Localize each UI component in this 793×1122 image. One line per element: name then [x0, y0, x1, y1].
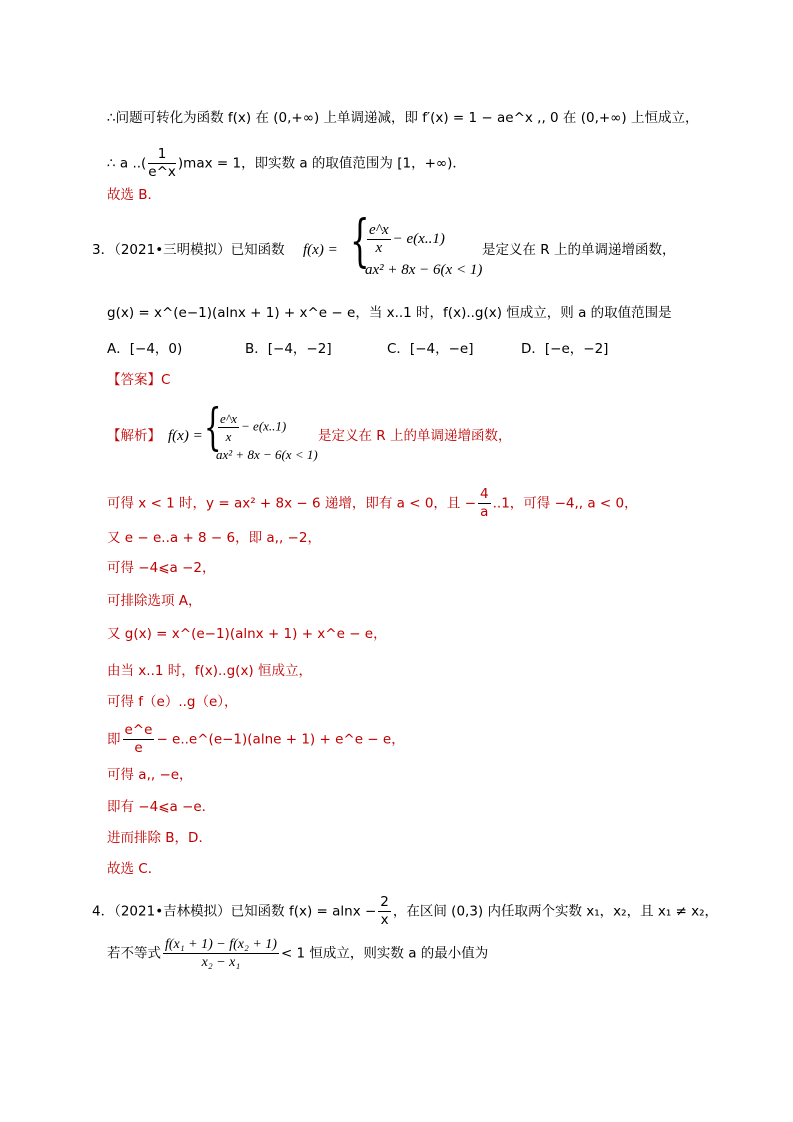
q3-piece-1	[365, 222, 445, 257]
q4-num: 2	[380, 894, 389, 910]
step-2: 又 e − e..a + 8 − 6，即 a,, −2，	[107, 530, 321, 546]
q4-line2-prefix: 若不等式	[107, 945, 161, 962]
step1-den: a	[480, 504, 489, 520]
analysis-piece-1	[216, 410, 286, 445]
option-a: A．[−4，0)	[107, 341, 183, 357]
fraction-denominator: e^x	[148, 164, 176, 180]
q4-den: x	[380, 912, 389, 928]
q3-brace: {	[350, 209, 370, 274]
answer-value: C	[161, 372, 171, 388]
step1-prefix: 可得 x < 1 时，y = ax² + 8x − 6 递增，即有 a < 0，且 −	[107, 495, 477, 512]
piece1-rest: − e(x..1)	[392, 230, 445, 247]
q4-frac2-num: f(x₁ + 1) − f(x₂ + 1)	[165, 937, 277, 952]
step-5: 又 g(x) = x^(e−1)(alnx + 1) + x^e − e，	[107, 626, 387, 642]
line2-prefix: ∴ a ..(	[107, 155, 147, 172]
step8-suffix: − e..e^(e−1)(alne + 1) + e^e − e，	[156, 731, 405, 748]
an-piece1-rest: − e(x..1)	[241, 418, 287, 434]
q4-line2-suffix: < 1 恒成立，则实数 a 的最小值为	[280, 945, 489, 962]
step-8	[107, 722, 405, 757]
step-11: 进而排除 B，D．	[107, 830, 212, 846]
answer-label: 【答案】	[107, 372, 161, 388]
q4-line-2	[107, 936, 488, 971]
solution-line-1: ∴问题可转化为函数 f(x) 在 (0,+∞) 上单调递减，即 f′(x) = 1 − ae^x ,, 0 在 (0,+∞) 上恒成立，	[107, 110, 699, 126]
line2-fraction	[148, 146, 176, 181]
q3-suffix: 是定义在 R 上的单调递增函数，	[482, 242, 676, 258]
analysis-suffix: 是定义在 R 上的单调递增函数，	[318, 428, 512, 444]
step-7: 可得 f（e）..g（e），	[107, 694, 238, 710]
q3-fx: f(x) =	[303, 242, 338, 258]
piece1-num: e^x	[369, 222, 389, 238]
step-10: 即有 −4⩽a −e．	[107, 799, 216, 815]
step8-prefix: 即	[107, 731, 121, 748]
line2-suffix: )max = 1，即实数 a 的取值范围为 [1，+∞)．	[177, 155, 466, 172]
q4-line-1	[92, 894, 718, 929]
step1-num: 4	[480, 486, 489, 502]
option-d: D．[−e，−2]	[521, 341, 609, 357]
step8-num: e^e	[124, 722, 153, 738]
step1-suffix: ..1，可得 −4,, a < 0，	[492, 495, 638, 512]
step-6: 由当 x..1 时，f(x)..g(x) 恒成立，	[107, 663, 312, 679]
q3-line-2: g(x) = x^(e−1)(alnx + 1) + x^e − e，当 x..1 时，f(x)..g(x) 恒成立，则 a 的取值范围是	[107, 305, 672, 321]
step-4: 可排除选项 A，	[107, 593, 202, 609]
step-1	[107, 486, 638, 521]
answer	[107, 370, 170, 390]
step-9: 可得 a,, −e，	[107, 767, 193, 783]
an-piece1-num: e^x	[220, 411, 238, 426]
step-3: 可得 −4⩽a −2，	[107, 560, 216, 576]
q3-prefix: 3．（2021•三明模拟）已知函数	[92, 242, 285, 258]
option-b: B．[−4，−2]	[245, 341, 332, 357]
solution-line-2	[107, 146, 466, 181]
q4-suffix: ，在区间 (0,3) 内任取两个实数 x₁，x₂，且 x₁ ≠ x₂，	[392, 903, 719, 920]
analysis-brace: {	[204, 398, 222, 456]
step-12: 故选 C．	[107, 861, 162, 877]
q4-prefix: 4．（2021•吉林模拟）已知函数 f(x) = alnx −	[92, 903, 377, 920]
fraction-numerator: 1	[148, 146, 176, 164]
option-c: C．[−4，−e]	[387, 341, 474, 357]
step8-den: e	[134, 740, 143, 756]
q3-piece-2: ax² + 8x − 6(x < 1)	[365, 262, 483, 278]
analysis-label: 【解析】	[107, 428, 161, 444]
q4-frac2-den: x₂ − x₁	[201, 955, 241, 970]
choose-b: 故选 B．	[107, 187, 162, 203]
analysis-fx: f(x) =	[168, 428, 203, 444]
an-piece1-den: x	[225, 429, 232, 444]
analysis-piece-2: ax² + 8x − 6(x < 1)	[216, 447, 318, 462]
piece1-den: x	[375, 240, 383, 256]
